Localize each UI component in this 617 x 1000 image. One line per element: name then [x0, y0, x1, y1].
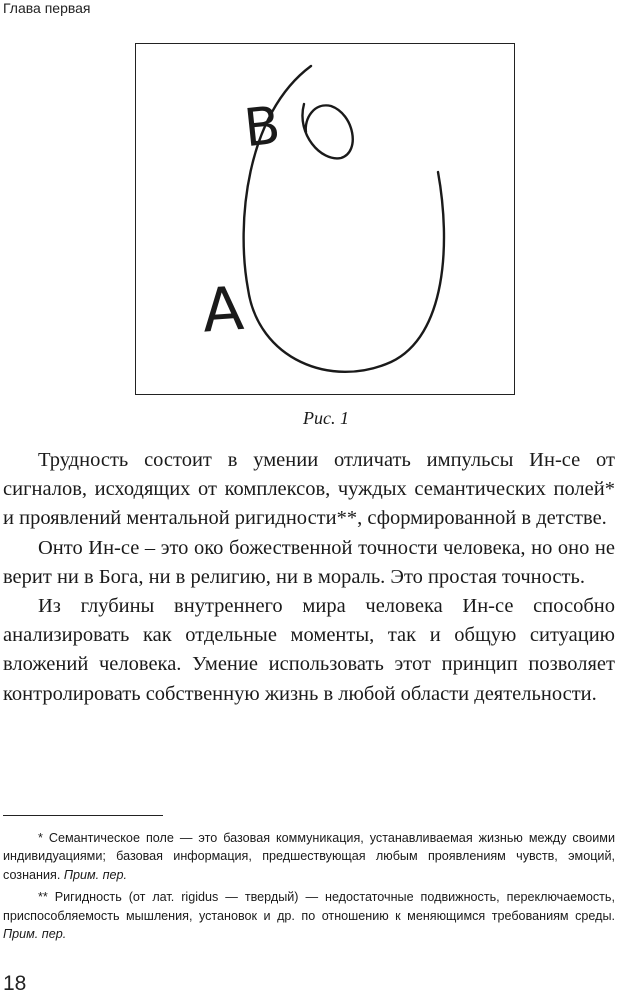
figure-1 — [135, 43, 515, 395]
footnote-2-text: ** Ригидность (от лат. rigidus — твердый) — недостаточные подвижность, переключаемость, приспособляемость мышления, установок и др. по отношению к меняющимся требованиям среды. — [3, 890, 615, 923]
page-number: 18 — [3, 972, 27, 995]
footnote-divider — [3, 815, 163, 816]
footnotes — [3, 829, 615, 943]
letter-b: B — [241, 95, 284, 160]
footnote-1 — [3, 829, 615, 884]
paragraph-3: Из глубины внутреннего мира человека Ин-се способно анализировать как отдельные моменты, так и общую ситуацию вложений человека. Умение использовать этот принцип позволяет контролировать собственную жизнь в любой области деятельности. — [3, 595, 615, 705]
paragraph-1: Трудность состоит в умении отличать импульсы Ин-се от сигналов, исходящих от комплексов, чуждых семантических полей* и проявлений ментальной ригидности**, сформированной в детстве. — [3, 449, 615, 530]
footnote-2 — [3, 888, 615, 943]
paragraph-2: Онто Ин-се – это око божественной точности человека, но оно не верит ни в Бога, ни в религию, ни в мораль. Это простая точность. — [3, 536, 615, 588]
small-circle-b — [302, 104, 352, 158]
body-text — [3, 446, 615, 709]
figure-drawing — [136, 44, 516, 396]
letter-a: A — [200, 273, 246, 347]
footnote-2-label: Прим. пер. — [3, 927, 67, 942]
figure-caption: Рис. 1 — [303, 408, 349, 428]
running-head: Глава первая — [3, 0, 91, 16]
footnote-1-label: Прим. пер. — [63, 867, 128, 882]
footnote-1-text: * Семантическое поле — это базовая коммуникация, устанавливаемая жизнью между своими индивидуациями; базовая информация, предшествующая любым проявлениям чувств, эмоций, сознания. — [3, 831, 615, 882]
